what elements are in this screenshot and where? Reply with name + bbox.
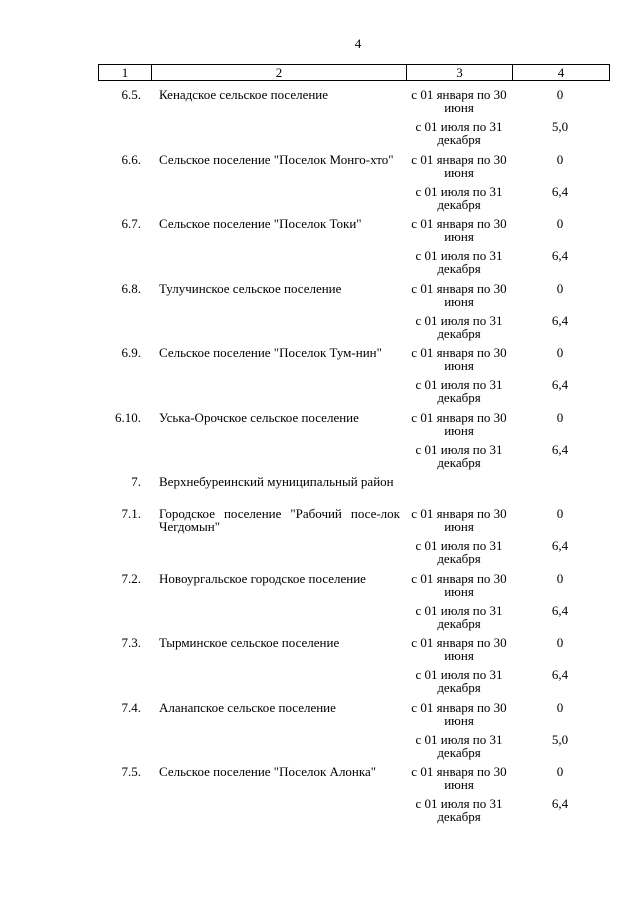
period-label: с 01 июля по 31 декабря: [415, 731, 503, 760]
period-value: 6,4: [551, 183, 569, 199]
table-body: [98, 88, 610, 830]
table-header: [98, 64, 610, 81]
period-value: 0: [556, 151, 564, 167]
row-periods: [406, 701, 608, 766]
period-label: с 01 января по 30 июня: [411, 151, 507, 180]
period-label: с 01 января по 30 июня: [411, 409, 507, 438]
settlement-name: Городское поселение "Рабочий посе-лок Чегдомын": [159, 506, 400, 534]
period-row: [406, 346, 608, 378]
period-label: с 01 июля по 31 декабря: [415, 602, 503, 631]
period-value: 0: [556, 635, 564, 650]
period-value: 6,4: [551, 248, 569, 263]
row-number: 6.10.: [115, 409, 141, 425]
period-row: [406, 120, 608, 152]
period-row: [406, 636, 608, 668]
period-value: 0: [556, 87, 564, 102]
period-label: с 01 июля по 31 декабря: [415, 377, 503, 405]
settlement-name: Сельское поселение "Поселок Токи": [159, 216, 362, 231]
row-number: 6.7.: [121, 216, 141, 231]
settlement-name: Кенадское сельское поселение: [159, 87, 329, 102]
period-value: 0: [556, 570, 564, 586]
row-periods: [406, 153, 608, 218]
period-label: с 01 июля по 31 декабря: [415, 667, 503, 695]
period-row: [406, 282, 608, 314]
row-number: 7.: [131, 474, 141, 489]
period-row: [406, 604, 608, 636]
row-number: 7.1.: [121, 506, 141, 521]
period-row: [406, 733, 608, 765]
table-row: [98, 572, 610, 637]
table-row: [98, 282, 610, 347]
period-value: 6,4: [551, 796, 569, 811]
settlement-name: Уська-Орочское сельское поселение: [159, 409, 359, 425]
period-row: [406, 314, 608, 346]
row-periods: [406, 217, 608, 282]
period-row: [406, 507, 608, 539]
table-row: [98, 346, 610, 411]
table-row: [98, 636, 610, 701]
period-row: [406, 668, 608, 700]
period-value: 0: [556, 409, 564, 425]
row-number: 7.3.: [121, 635, 141, 650]
period-row: [406, 443, 608, 475]
period-label: с 01 января по 30 июня: [411, 280, 507, 309]
settlement-name: Сельское поселение "Поселок Алонка": [159, 764, 377, 779]
period-value: 6,4: [551, 602, 569, 618]
settlement-name: Тырминское сельское поселение: [159, 635, 340, 650]
header-col-4: 4: [557, 65, 565, 80]
period-label: с 01 июля по 31 декабря: [415, 312, 503, 341]
header-col-2: 2: [152, 65, 407, 80]
settlement-name: Сельское поселение "Поселок Монго-хто": [159, 151, 394, 167]
period-label: с 01 января по 30 июня: [411, 635, 507, 663]
period-row: [406, 378, 608, 410]
period-label: с 01 июля по 31 декабря: [415, 796, 503, 824]
row-number: 6.9.: [121, 345, 141, 360]
row-periods: [406, 88, 608, 153]
period-label: с 01 января по 30 июня: [411, 764, 507, 792]
period-row: [406, 572, 608, 604]
settlement-name: Аланапское сельское поселение: [159, 699, 336, 715]
settlement-name: Новоургальское городское поселение: [159, 570, 366, 586]
period-value: 6,4: [551, 312, 569, 328]
period-label: с 01 января по 30 июня: [411, 570, 507, 599]
row-periods: [406, 572, 608, 637]
period-value: 0: [556, 699, 564, 715]
row-number: 6.6.: [121, 151, 141, 167]
period-row: [406, 765, 608, 797]
period-row: [406, 153, 608, 185]
period-row: [406, 249, 608, 281]
period-row: [406, 701, 608, 733]
page-number: 4: [354, 36, 362, 51]
period-label: с 01 июля по 31 декабря: [415, 183, 503, 212]
table-row: [98, 701, 610, 766]
row-periods: [406, 346, 608, 411]
period-label: с 01 июля по 31 декабря: [415, 441, 503, 470]
period-label: с 01 июля по 31 декабря: [415, 119, 503, 147]
period-label: с 01 июля по 31 декабря: [415, 538, 503, 566]
period-value: 0: [556, 345, 564, 360]
row-number: 7.5.: [121, 764, 141, 779]
row-number: 6.8.: [121, 280, 141, 296]
table-row-section: [98, 475, 610, 507]
row-periods: [406, 507, 608, 572]
row-number: 7.2.: [121, 570, 141, 586]
row-number: 6.5.: [121, 87, 141, 102]
period-value: 6,4: [551, 441, 569, 457]
header-col-3: 3: [407, 65, 513, 80]
period-row: [406, 539, 608, 571]
period-label: с 01 января по 30 июня: [411, 506, 507, 534]
header-col-1: 1: [99, 65, 152, 80]
row-periods: [406, 475, 608, 507]
table-row: [98, 153, 610, 218]
period-row: [406, 797, 608, 829]
period-value: 0: [556, 216, 564, 231]
settlement-name: Сельское поселение "Поселок Тум-нин": [159, 345, 382, 360]
period-label: с 01 июля по 31 декабря: [415, 248, 503, 276]
period-row: [406, 185, 608, 217]
table-row: [98, 507, 610, 572]
period-row: [406, 88, 608, 120]
district-name: Верхнебуреинский муниципальный район: [159, 474, 394, 489]
period-value: 0: [556, 764, 564, 779]
period-label: с 01 января по 30 июня: [411, 345, 507, 373]
settlement-name: Тулучинское сельское поселение: [159, 280, 342, 296]
period-value: 0: [556, 280, 564, 296]
period-value: 0: [556, 506, 564, 521]
table-row: [98, 765, 610, 830]
row-periods: [406, 411, 608, 476]
table-row: [98, 217, 610, 282]
period-label: с 01 января по 30 июня: [411, 699, 507, 728]
row-periods: [406, 636, 608, 701]
period-label: с 01 января по 30 июня: [411, 87, 507, 115]
period-value: 6,4: [551, 538, 569, 553]
period-row: [406, 411, 608, 443]
row-periods: [406, 282, 608, 347]
period-label: с 01 января по 30 июня: [411, 216, 507, 244]
row-periods: [406, 765, 608, 830]
table-row: [98, 411, 610, 476]
period-value: 5,0: [551, 119, 569, 134]
period-value: 6,4: [551, 377, 569, 392]
period-row: [406, 217, 608, 249]
table-row: [98, 88, 610, 153]
period-value: 5,0: [551, 731, 569, 747]
row-number: 7.4.: [121, 699, 141, 715]
period-value: 6,4: [551, 667, 569, 682]
